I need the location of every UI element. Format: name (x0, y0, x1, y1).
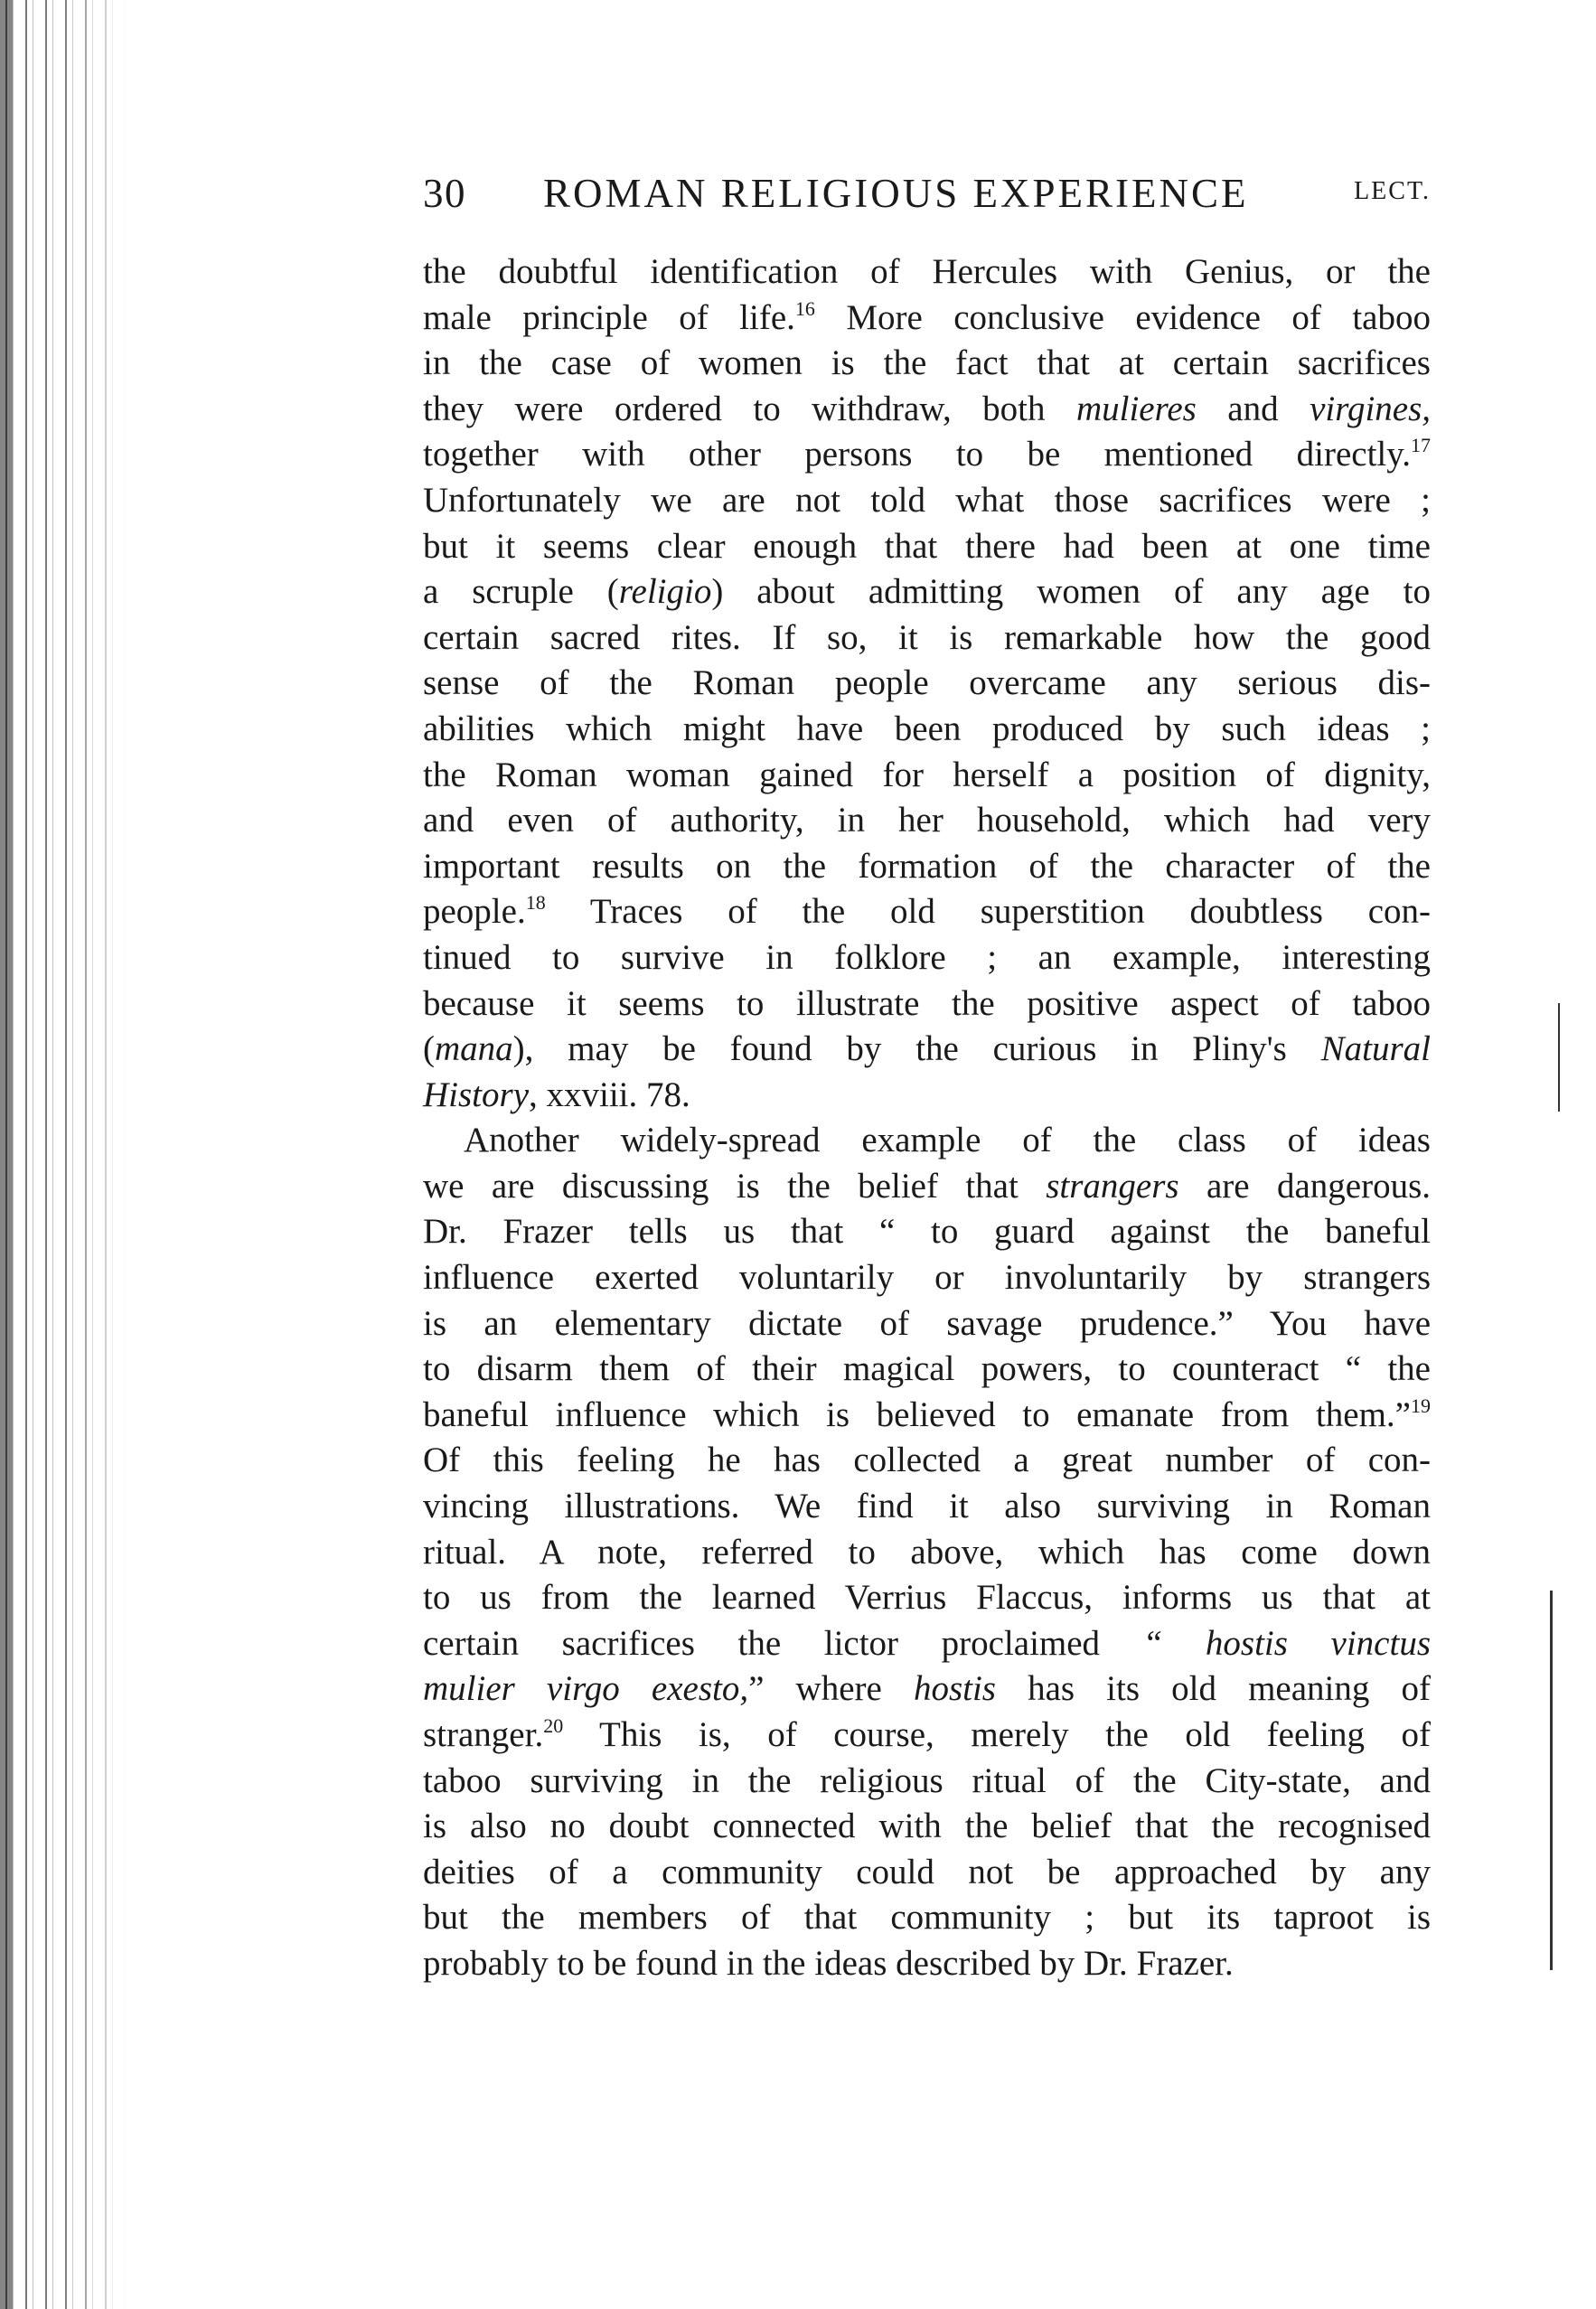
running-title: ROMAN RELIGIOUS EXPERIENCE (543, 171, 1249, 216)
text-line (423, 615, 1431, 662)
text-span: the Roman woman gained for herself a position of dignity, (423, 755, 1431, 794)
text-span: , xxviii. 78. (529, 1075, 690, 1114)
text-line (423, 1941, 1431, 1987)
text-span: to us from the learned Verrius Flaccus, informs us that at (423, 1578, 1431, 1618)
text-span: important results on the formation of the character of the (423, 846, 1431, 886)
text-span: we are discussing is the belief that (423, 1166, 1047, 1206)
text-span: male principle of life. (423, 297, 795, 337)
text-span: Traces of the old superstition doubtless con- (545, 892, 1431, 932)
text-span: abilities which might have been produced by such ideas ; (423, 709, 1431, 748)
text-span: Natural (1320, 1029, 1431, 1069)
text-line (423, 1438, 1431, 1484)
text-span: mulieres (1075, 389, 1197, 428)
text-span: the doubtful identification of Hercules with Genius, or the (423, 252, 1431, 291)
text-span: a scruple ( (423, 572, 619, 612)
text-span: and (1196, 389, 1310, 428)
running-header (423, 170, 1431, 224)
text-span: stranger. (423, 1715, 544, 1754)
text-span: to disarm them of their magical powers, to counteract “ the (423, 1349, 1431, 1389)
text-span: probably to be found in the ideas described by Dr. Frazer. (423, 1943, 1234, 1983)
text-line (423, 432, 1431, 478)
footnote-ref: 17 (1411, 434, 1431, 457)
text-span: “ hostis vinctus (1142, 1623, 1431, 1663)
text-span: mulier virgo exesto, (423, 1669, 749, 1709)
text-span: Another widely-spread example of the class of ideas (464, 1121, 1431, 1160)
text-span: hostis (913, 1669, 996, 1709)
text-span: taboo surviving in the religious ritual of the City-state, and (423, 1760, 1431, 1800)
text-line (423, 1073, 1431, 1119)
text-line (423, 569, 1431, 615)
text-line (423, 844, 1431, 890)
text-span: More conclusive evidence of taboo (814, 297, 1431, 337)
margin-mark (1558, 1003, 1560, 1112)
text-line (423, 1347, 1431, 1393)
text-span: in the case of women is the fact that at certain sacrifices (423, 343, 1431, 383)
text-line (423, 478, 1431, 524)
section-mark: LECT. (1354, 177, 1431, 205)
text-line (423, 341, 1431, 387)
text-span: Unfortunately we are not told what those sacrifices were ; (423, 480, 1431, 520)
text-line (423, 889, 1431, 935)
text-span: they were ordered to withdraw, both (423, 389, 1076, 428)
text-span: Of this feeling he has collected a great number of con- (423, 1441, 1431, 1480)
text-span: mana (435, 1029, 513, 1069)
text-span: tinued to survive in folklore ; an example, interesting (423, 937, 1431, 977)
text-span: is an elementary dictate of savage prudence.” You have (423, 1303, 1431, 1343)
text-span: baneful influence which is believed to emanate from them.” (423, 1394, 1411, 1434)
text-line (423, 1027, 1431, 1073)
text-span: influence exerted voluntarily or involuntarily by strangers (423, 1258, 1431, 1298)
text-span: because it seems to illustrate the positive aspect of taboo (423, 983, 1431, 1023)
binding-gutter (0, 0, 127, 2309)
text-span: has its old meaning of (995, 1669, 1431, 1709)
text-span: ), may be found by the curious in Pliny's (512, 1029, 1321, 1069)
text-span: people. (423, 892, 526, 932)
text-line (423, 707, 1431, 753)
text-line (423, 387, 1431, 433)
text-line (423, 1895, 1431, 1941)
text-span: virgines, (1310, 389, 1432, 428)
text-line (423, 1713, 1431, 1759)
text-line (423, 753, 1431, 799)
text-line (423, 1666, 1431, 1713)
text-span: certain sacrifices the lictor proclaimed (423, 1623, 1143, 1663)
text-span: and even of authority, in her household, which had very (423, 801, 1431, 840)
text-line (423, 249, 1431, 296)
text-span: strangers (1046, 1166, 1179, 1206)
footnote-ref: 19 (1411, 1394, 1431, 1417)
body-text (423, 249, 1431, 1987)
text-span: Dr. Frazer tells us that “ to guard against the baneful (423, 1212, 1431, 1252)
text-line (423, 1621, 1431, 1667)
text-span: History (423, 1075, 529, 1114)
text-span: are dangerous. (1178, 1166, 1431, 1206)
text-line (423, 1850, 1431, 1896)
footnote-ref: 20 (543, 1714, 564, 1737)
text-line (423, 1759, 1431, 1805)
text-line (423, 935, 1431, 981)
text-span: is also no doubt connected with the belief that the recognised (423, 1807, 1431, 1846)
margin-mark (1550, 1591, 1553, 1970)
footnote-ref: 18 (525, 891, 546, 915)
text-line (423, 1575, 1431, 1621)
page-number: 30 (423, 171, 466, 216)
text-span: but it seems clear enough that there had been at one time (423, 526, 1431, 566)
text-span: together with other persons to be mentioned directly. (423, 435, 1411, 474)
text-span: but the members of that community ; but its taproot is (423, 1898, 1431, 1938)
text-span: ) about admitting women of any age to (711, 572, 1432, 612)
text-line (423, 1530, 1431, 1576)
text-span: ” where (748, 1669, 914, 1709)
text-line (423, 524, 1431, 570)
text-line (423, 1301, 1431, 1347)
text-line (423, 981, 1431, 1028)
text-line (423, 1209, 1431, 1255)
text-line (423, 798, 1431, 844)
text-line (423, 1164, 1431, 1210)
text-span: vincing illustrations. We find it also surviving in Roman (423, 1487, 1431, 1526)
text-line (423, 1804, 1431, 1850)
text-span: certain sacred rites. If so, it is remarkable how the good (423, 617, 1431, 657)
text-line (423, 1393, 1431, 1439)
text-line (423, 1484, 1431, 1530)
text-line (423, 1255, 1431, 1301)
text-line (423, 661, 1431, 707)
text-span: sense of the Roman people overcame any serious dis- (423, 663, 1431, 703)
footnote-ref: 16 (794, 296, 815, 320)
text-span: deities of a community could not be approached by any (423, 1852, 1431, 1891)
text-span: ritual. A note, referred to above, which has come down (423, 1532, 1431, 1572)
text-span: ( (423, 1029, 435, 1069)
text-span: religio (618, 572, 712, 612)
text-span: This is, of course, merely the old feeling of (563, 1715, 1431, 1754)
text-line (423, 1118, 1431, 1164)
text-line (423, 296, 1431, 342)
